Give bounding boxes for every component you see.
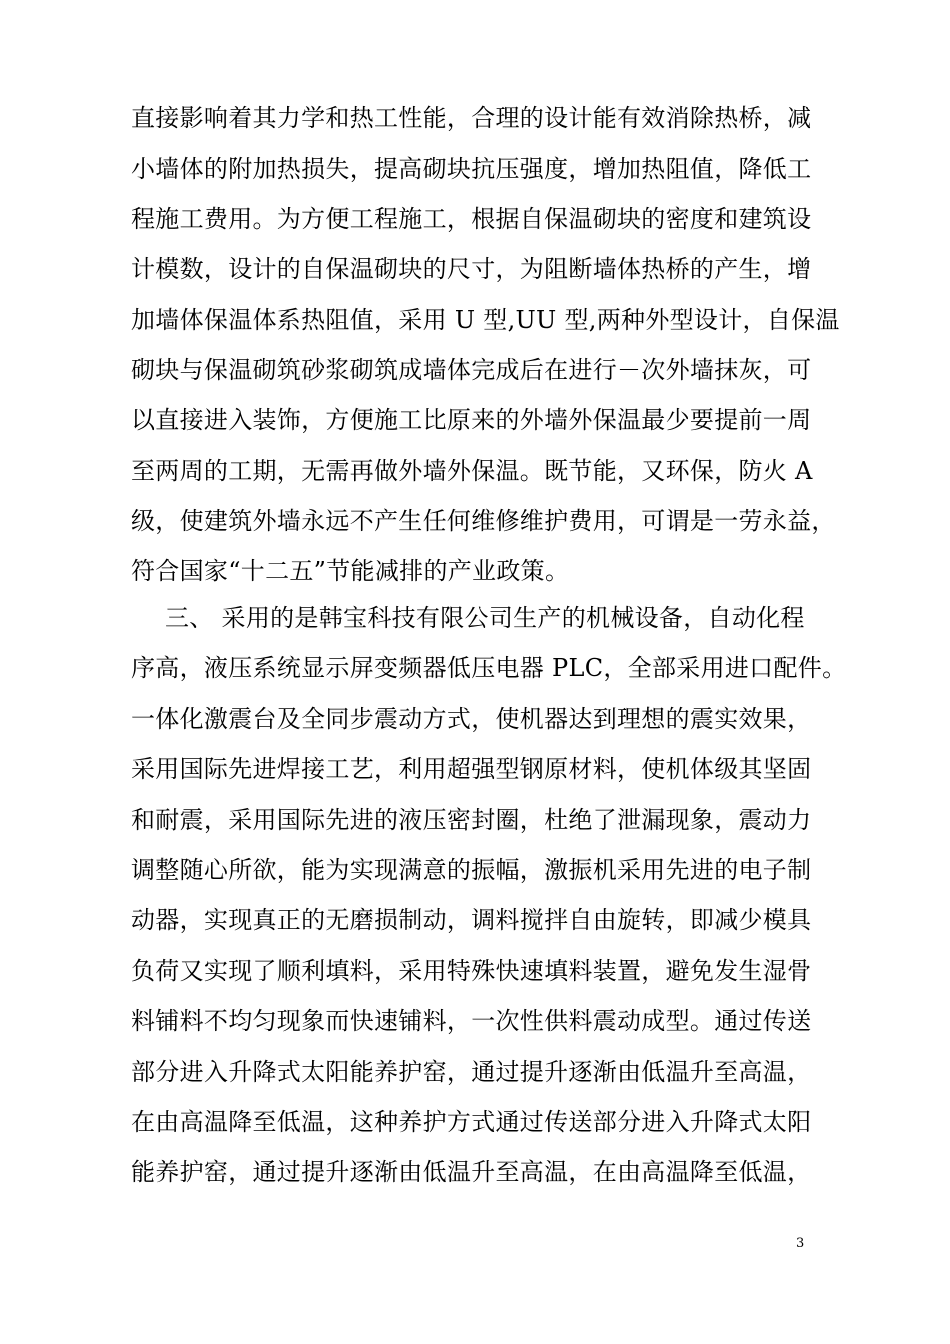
text-line: 计模数，设计的自保温砌块的尺寸，为阻断墙体热桥的产生，增 <box>131 255 812 283</box>
text-line: 采用国际先进焊接工艺，利用超强型钢原材料，使机体级其坚固 <box>131 755 812 783</box>
text-line: 砌块与保温砌筑砂浆砌筑成墙体完成后在进行－次外墙抹灰，可 <box>131 356 812 384</box>
text-line: 在由高温降至低温，这种养护方式通过传送部分进入升降式太阳 <box>131 1108 812 1136</box>
text-line: 加墙体保温体系热阻值，采用 U 型,UU 型,两种外型设计，自保温 <box>131 306 840 334</box>
text-line: 直接影响着其力学和热工性能，合理的设计能有效消除热桥，减 <box>131 104 812 132</box>
text-line: 料铺料不均匀现象而快速铺料，一次性供料震动成型。通过传送 <box>131 1007 812 1035</box>
text-line: 能养护窑，通过提升逐渐由低温升至高温，在由高温降至低温， <box>131 1158 812 1186</box>
text-line: 级，使建筑外墙永远不产生任何维修维护费用，可谓是一劳永益， <box>131 507 836 535</box>
text-line: 和耐震，采用国际先进的液压密封圈，杜绝了泄漏现象，震动力 <box>131 806 812 834</box>
text-line: 负荷又实现了顺利填料，采用特殊快速填料装置，避免发生湿骨 <box>131 957 812 985</box>
text-line: 动器，实现真正的无磨损制动，调料搅拌自由旋转，即减少模具 <box>131 906 812 934</box>
text-line: 一体化激震台及全同步震动方式，使机器达到理想的震实效果， <box>131 705 812 733</box>
text-line: 调整随心所欲，能为实现满意的振幅，激振机采用先进的电子制 <box>131 856 812 884</box>
text-line: 符合国家“十二五”节能减排的产业政策。 <box>131 557 570 585</box>
text-line: 程施工费用。为方便工程施工，根据自保温砌块的密度和建筑设 <box>131 205 812 233</box>
text-line: 序高，液压系统显示屏变频器低压电器 PLC，全部采用进口配件。 <box>131 654 847 682</box>
text-line: 以直接进入装饰，方便施工比原来的外墙外保温最少要提前一周 <box>131 406 812 434</box>
page-number: 3 <box>796 1236 805 1251</box>
text-line: 三、 采用的是韩宝科技有限公司生产的机械设备，自动化程 <box>165 604 805 632</box>
text-line: 部分进入升降式太阳能养护窑，通过提升逐渐由低温升至高温， <box>131 1058 812 1086</box>
text-line: 小墙体的附加热损失，提高砌块抗压强度，增加热阻值，降低工 <box>131 155 812 183</box>
text-line: 至两周的工期，无需再做外墙外保温。既节能，又环保，防火 A <box>131 457 813 485</box>
